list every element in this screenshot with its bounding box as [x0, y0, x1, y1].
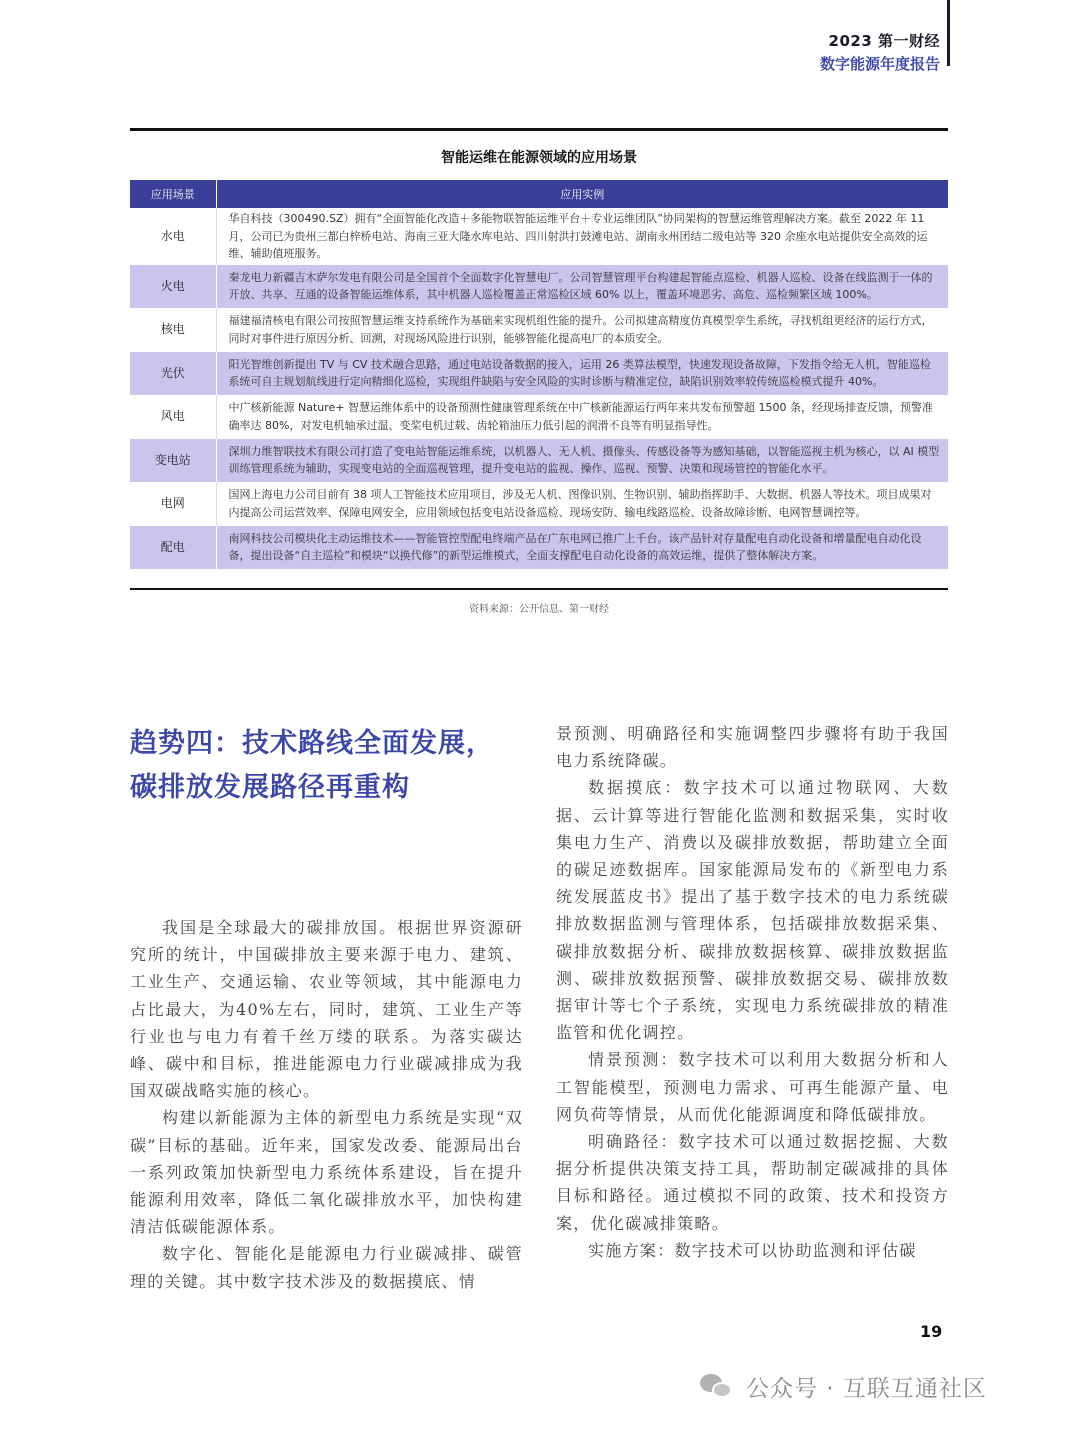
wechat-icon	[700, 1372, 734, 1402]
table-row	[130, 526, 948, 570]
scene-cell: 水电	[130, 208, 216, 265]
example-cell: 秦龙电力新疆吉木萨尔发电有限公司是全国首个全面数字化智慧电厂。公司智慧管理平台构建起智能点巡检、机器人巡检、设备在线监测于一体的开放、共享、互通的设备智能运维体系，其中机器人巡检覆盖正常巡检区域 60% 以上，覆盖环境恶劣、高危、巡检频繁区域 100%。	[216, 265, 948, 309]
column-header-example: 应用实例	[216, 180, 948, 208]
example-cell: 深圳力维智联技术有限公司打造了变电站智能运维系统，以机器人、无人机、摄像头、传感设备等为感知基础，以智能巡视主机为核心，以 AI 模型训练管理系统为辅助，实现变电站的全面巡视管理，提升变电站的监视、操作、巡视、预警、决策和现场管控的智能化水平。	[216, 439, 948, 483]
application-table	[130, 180, 948, 569]
scene-cell: 变电站	[130, 439, 216, 483]
table-row	[130, 308, 948, 352]
table-header-row	[130, 180, 948, 208]
example-cell: 南网科技公司模块化主动运维技术——智能管控型配电终端产品在广东电网已推广上千台。该产品针对存量配电自动化设备和增量配电自动化设备，提出设备“自主巡检”和模块“以换代修”的新型运维模式，全面支撑配电自动化设备的高效运维，提供了整体解决方案。	[216, 526, 948, 570]
table-row	[130, 208, 948, 265]
scene-cell: 核电	[130, 308, 216, 352]
section-heading-line2: 碳排放发展路径再重构	[130, 772, 410, 803]
example-cell: 国网上海电力公司目前有 38 项人工智能技术应用项目，涉及无人机、图像识别、生物识别、辅助指挥助手、大数据、机器人等技术。项目成果对内提高公司运营效率、保障电网安全，应用领域包括变电站设备巡检、现场安防、输电线路巡检、设备故障诊断、电网智慧调控等。	[216, 482, 948, 526]
example-cell: 中广核新能源 Nature+ 智慧运维体系中的设备预测性健康管理系统在中广核新能源运行两年来共发布预警超 1500 条，经现场排查反馈，预警准确率达 80%，对发电机轴承过温、变桨电机过载、齿轮箱油压力低引起的润滑不良等有明显指导性。	[216, 395, 948, 439]
table-row	[130, 395, 948, 439]
table-row	[130, 265, 948, 309]
header-vertical-bar	[947, 0, 950, 66]
watermark	[700, 1370, 987, 1403]
table-row	[130, 352, 948, 396]
table-row	[130, 482, 948, 526]
body-paragraph-continuation: 景预测、明确路径和实施调整四步骤将有助于我国电力系统降碳。	[556, 724, 949, 771]
scene-cell: 光伏	[130, 352, 216, 396]
example-cell: 福建福清核电有限公司按照智慧运维支持系统作为基础来实现机组性能的提升。公司拟建高精度仿真模型孪生系统，寻找机组更经济的运行方式，同时对事件进行原因分析、回溯，对现场风险进行识别，能够智能化提高电厂的本质安全。	[216, 308, 948, 352]
table-title: 智能运维在能源领域的应用场景	[441, 150, 637, 166]
body-paragraph: 明确路径：数字技术可以通过数据挖掘、大数据分析提供决策支持工具，帮助制定碳减排的具体目标和路径。通过模拟不同的政策、技术和投资方案，优化碳减排策略。	[556, 1132, 949, 1233]
column-header-scene: 应用场景	[130, 180, 216, 208]
report-header	[820, 30, 940, 74]
table-bottom-rule	[130, 588, 948, 590]
section-heading-line1: 趋势四：技术路线全面发展，	[130, 728, 494, 759]
body-paragraph: 数字化、智能化是能源电力行业碳减排、碳管理的关键。其中数字技术涉及的数据摸底、情	[130, 1244, 523, 1291]
header-line1: 2023 第一财经	[828, 32, 940, 50]
table-top-rule	[130, 128, 948, 131]
body-paragraph: 数据摸底：数字技术可以通过物联网、大数据、云计算等进行智能化监测和数据采集，实时收集电力生产、消费以及碳排放数据，帮助建立全面的碳足迹数据库。国家能源局发布的《新型电力系统发展蓝皮书》提出了基于数字技术的电力系统碳排放数据监测与管理体系，包括碳排放数据采集、碳排放数据分析、碳排放数据核算、碳排放数据监测、碳排放数据预警、碳排放数据交易、碳排放数据审计等七个子系统，实现电力系统碳排放的精准监管和优化调控。	[556, 778, 949, 1043]
scene-cell: 风电	[130, 395, 216, 439]
scene-cell: 火电	[130, 265, 216, 309]
right-column	[556, 720, 949, 1264]
table-source: 资料来源：公开信息、第一财经	[469, 604, 609, 615]
header-line2: 数字能源年度报告	[819, 55, 940, 73]
page-number: 19	[920, 1322, 943, 1341]
body-paragraph: 构建以新能源为主体的新型电力系统是实现“双碳”目标的基础。近年来，国家发改委、能源局出台一系列政策加快新型电力系统体系建设，旨在提升能源利用效率，降低二氧化碳排放水平，加快构建清洁低碳能源体系。	[130, 1108, 523, 1237]
table-row	[130, 439, 948, 483]
body-paragraph: 情景预测：数字技术可以利用大数据分析和人工智能模型，预测电力需求、可再生能源产量、电网负荷等情景，从而优化能源调度和降低碳排放。	[556, 1050, 949, 1124]
section-heading	[130, 722, 530, 810]
scene-cell: 电网	[130, 482, 216, 526]
scene-cell: 配电	[130, 526, 216, 570]
example-cell: 华自科技（300490.SZ）拥有“全面智能化改造＋多能物联智能运维平台＋专业运维团队”协同架构的智慧运维管理解决方案。截至 2022 年 11 月，公司已为贵州三都白梓桥电站、海南三亚大隆水库电站、四川射洪打鼓滩电站、湖南永州团结二级电站等 320 余座水电站提供安全高效的运维、辅助值班服务。	[216, 208, 948, 265]
body-paragraph: 实施方案：数字技术可以协助监测和评估碳	[588, 1240, 917, 1260]
watermark-text: 公众号 · 互联互通社区	[746, 1376, 987, 1402]
example-cell: 阳光智维创新提出 TV 与 CV 技术融合思路，通过电站设备数据的接入，运用 26 类算法模型，快速发现设备故障，下发指令给无人机，智能巡检系统可自主规划航线进行定向精细化巡检，实现组件缺陷与安全风险的实时诊断与精准定位，缺陷识别效率较传统巡检模式提升 40%。	[216, 352, 948, 396]
body-paragraph: 我国是全球最大的碳排放国。根据世界资源研究所的统计，中国碳排放主要来源于电力、建筑、工业生产、交通运输、农业等领域，其中能源电力占比最大，为40%左右，同时，建筑、工业生产等行业也与电力有着千丝万缕的联系。为落实碳达峰、碳中和目标，推进能源电力行业碳减排成为我国双碳战略实施的核心。	[130, 918, 523, 1101]
left-column	[130, 914, 523, 1295]
